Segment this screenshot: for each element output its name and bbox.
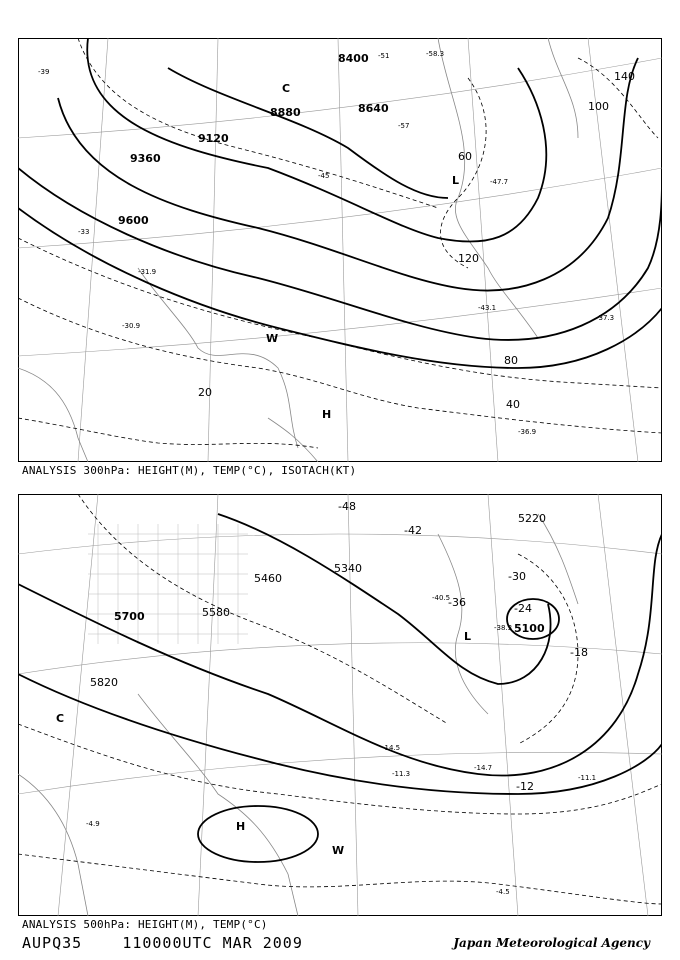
station-label: -40.5: [432, 594, 451, 602]
temp-label: -36.9: [518, 428, 537, 436]
isotach-label: 120: [458, 252, 479, 265]
temp-label: -57: [398, 122, 410, 130]
map-500hpa-caption: ANALYSIS 500hPa: HEIGHT(M), TEMP(°C): [22, 918, 268, 931]
temp-label: -37.3: [596, 314, 615, 322]
height-label: 9120: [198, 132, 229, 145]
height-label: 5100: [514, 622, 545, 635]
temp-label: -30.9: [122, 322, 141, 330]
agency-name: Japan Meteorological Agency: [453, 936, 650, 950]
height-label: 5460: [254, 572, 282, 585]
temp-label: -43.1: [478, 304, 497, 312]
chart-code: [22, 934, 303, 952]
temp-label: -24: [514, 602, 532, 615]
temp-label: -36: [448, 596, 466, 609]
low-center: L: [464, 630, 472, 643]
temp-label: -30: [508, 570, 526, 583]
map-frame: [19, 39, 662, 462]
height-label: 5340: [334, 562, 362, 575]
high-center: H: [322, 408, 332, 421]
isotach-label: 100: [588, 100, 609, 113]
cold-center: C: [282, 82, 291, 95]
temp-label: -18: [570, 646, 588, 659]
temp-label: -45: [318, 172, 330, 180]
temp-label: -48: [338, 500, 356, 513]
temp-label: -31.9: [138, 268, 157, 276]
isotach-label: 40: [506, 398, 520, 411]
height-label: 9360: [130, 152, 161, 165]
height-label: 5700: [114, 610, 145, 623]
temp-label: -58.3: [426, 50, 445, 58]
map-500hpa-canvas: [18, 494, 662, 916]
station-label: -38.3: [494, 624, 513, 632]
warm-center: W: [332, 844, 345, 857]
temp-label: -33: [78, 228, 90, 236]
height-label: 8880: [270, 106, 301, 119]
low-center: L: [452, 174, 460, 187]
temp-label: -47.7: [490, 178, 509, 186]
map-300hpa-caption: ANALYSIS 300hPa: HEIGHT(M), TEMP(°C), ISOTACH(KT): [22, 464, 357, 477]
height-label: 8400: [338, 52, 369, 65]
station-label: -4.5: [496, 888, 510, 896]
height-label: 5220: [518, 512, 546, 525]
height-label: 5580: [202, 606, 230, 619]
temp-label: -12: [516, 780, 534, 793]
warm-center: W: [266, 332, 279, 345]
station-label: -11.1: [578, 774, 597, 782]
map-300hpa-canvas: [18, 38, 662, 462]
station-label: -14.7: [474, 764, 493, 772]
chart-id: AUPQ35: [22, 934, 83, 952]
map-500hpa: [18, 494, 662, 916]
isotach-label: 80: [504, 354, 518, 367]
station-label: -4.9: [86, 820, 100, 828]
analysis-time: 110000UTC MAR 2009: [122, 934, 303, 952]
temp-label: -51: [378, 52, 390, 60]
height-label: 5820: [90, 676, 118, 689]
height-label: 8640: [358, 102, 389, 115]
isotach-label: 20: [198, 386, 212, 399]
temp-label: -42: [404, 524, 422, 537]
map-300hpa: [18, 38, 662, 462]
isotach-label: 60: [458, 150, 472, 163]
station-label: -11.3: [392, 770, 411, 778]
high-center: H: [236, 820, 246, 833]
station-label: -14.5: [382, 744, 401, 752]
height-label: 9600: [118, 214, 149, 227]
cold-center: C: [56, 712, 65, 725]
temp-label: -39: [38, 68, 50, 76]
isotach-label: 140: [614, 70, 635, 83]
